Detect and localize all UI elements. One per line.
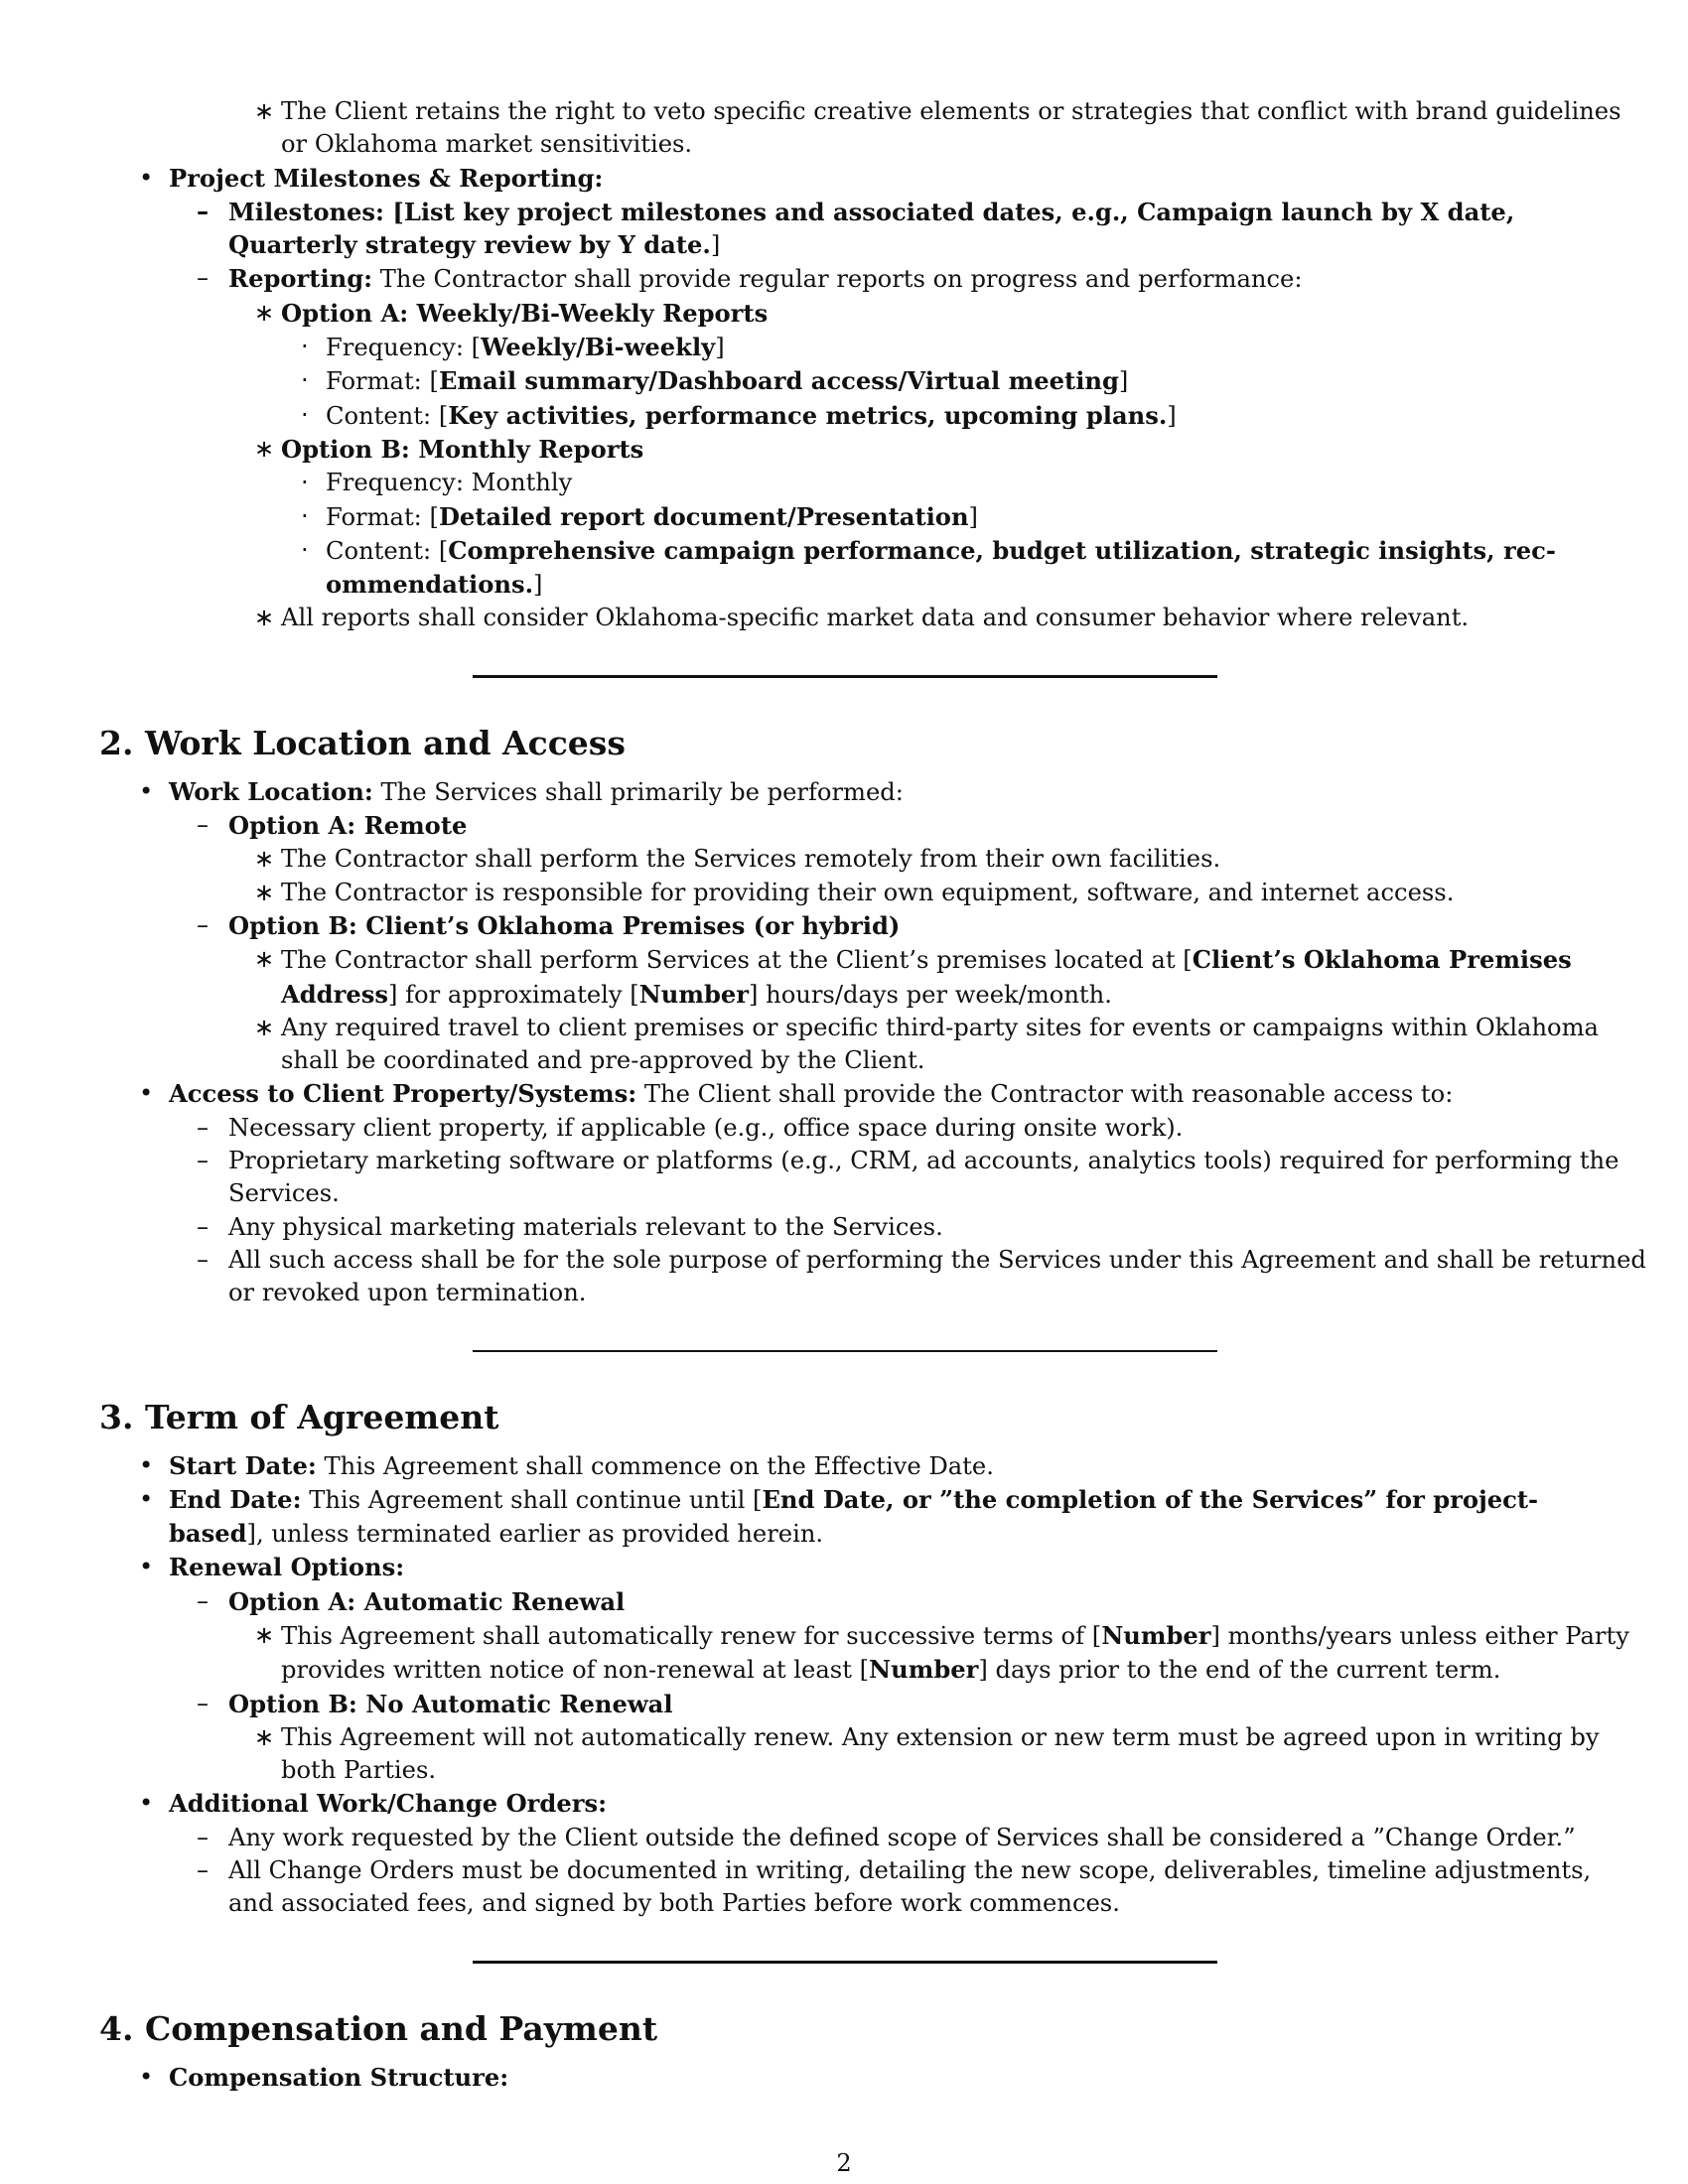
text: Any required travel to client premises or specific third-party sites for events or campaigns within Oklahoma: [281, 1013, 1599, 1041]
star-marker: ∗: [254, 97, 275, 125]
star-marker: ∗: [254, 298, 275, 327]
text: The Client shall provide the Contractor with reasonable access to:: [636, 1080, 1454, 1109]
dash-marker: –: [197, 197, 210, 225]
text: or revoked upon termination.: [228, 1279, 587, 1307]
dash-marker: –: [197, 1113, 210, 1142]
item-label: Additional Work/Change Orders:: [169, 1789, 608, 1819]
text: Content: [: [326, 401, 449, 430]
list-item: [99, 909, 1591, 943]
option-title: Option A: Automatic Renewal: [228, 1586, 626, 1616]
text: Format: [: [326, 502, 439, 531]
item-label: Milestones:: [228, 197, 384, 226]
text: shall be coordinated and pre-approved by the Client.: [281, 1046, 925, 1075]
item-label: Start Date:: [169, 1450, 317, 1480]
star-marker: ∗: [254, 434, 275, 463]
text: based: [169, 1519, 247, 1549]
text: The Services shall primarily be performed:: [372, 777, 904, 806]
list-item-continuation: [99, 1277, 1591, 1309]
dot-marker: ·: [301, 366, 309, 395]
text: or Oklahoma market sensitivities.: [281, 130, 693, 159]
list-item: [99, 1585, 1591, 1619]
text: Any work requested by the Client outside the defined scope of Services shall be considered a ”Change Order.”: [228, 1823, 1576, 1851]
text: The Contractor is responsible for providing their own equipment, software, and internet access.: [281, 878, 1455, 906]
text: All reports shall consider Oklahoma-specific market data and consumer behavior where relevant.: [281, 604, 1470, 632]
list-item: [99, 1483, 1591, 1517]
star-marker: ∗: [254, 604, 275, 632]
text: Frequency: Monthly: [326, 469, 573, 497]
text: Number: [1101, 1620, 1211, 1650]
text: Quarterly strategy review by Y date.: [228, 230, 711, 260]
bullet-marker: •: [139, 776, 154, 805]
dash-marker: –: [197, 1823, 210, 1851]
list-item: [99, 809, 1591, 843]
list-item: [99, 500, 1591, 534]
list-item: [99, 2061, 1591, 2095]
list-item: [99, 331, 1591, 364]
text: Format: [: [326, 367, 439, 396]
text: Number: [869, 1655, 979, 1685]
text: Key activities, performance metrics, upcoming plans.: [448, 400, 1168, 430]
dot-marker: ·: [301, 333, 309, 361]
text: Address: [281, 979, 388, 1009]
item-label: End Date:: [169, 1484, 302, 1514]
item-label: Reporting:: [228, 264, 373, 294]
text: The Client retains the right to veto specific creative elements or strategies that conflict with brand guidelines: [281, 97, 1621, 125]
list-item: [99, 1211, 1591, 1244]
page-number: 2: [836, 2149, 852, 2177]
section-title: Work Location and Access: [145, 723, 626, 762]
option-title: Option A: Weekly/Bi-Weekly Reports: [281, 298, 769, 328]
dash-marker: –: [197, 1147, 210, 1175]
text: both Parties.: [281, 1756, 437, 1785]
dash-marker: –: [197, 811, 210, 840]
star-marker: ∗: [254, 1620, 275, 1649]
bullet-marker: •: [139, 1553, 154, 1581]
list-item-continuation: [99, 1653, 1591, 1687]
item-label: Access to Client Property/Systems:: [169, 1079, 637, 1109]
list-item: [99, 534, 1591, 568]
item-label: Compensation Structure:: [169, 2062, 509, 2092]
section-title: Compensation and Payment: [145, 2008, 658, 2048]
dash-marker: –: [197, 264, 210, 293]
section-title: Term of Agreement: [145, 1397, 499, 1436]
bullet-marker: •: [139, 163, 154, 192]
text: and associated fees, and signed by both Parties before work commences.: [228, 1889, 1120, 1918]
bullet-marker: •: [139, 2062, 154, 2091]
star-marker: ∗: [254, 1722, 275, 1751]
bullet-marker: •: [139, 1789, 154, 1818]
text: This Agreement shall commence on the Effective Date.: [316, 1451, 994, 1480]
text: Comprehensive campaign performance, budget utilization, strategic insights, rec-: [448, 535, 1556, 565]
text: ] months/years unless either Party: [1210, 1621, 1629, 1650]
text: Weekly/Bi-weekly: [481, 333, 716, 362]
dash-marker: –: [197, 1856, 210, 1885]
list-item: [99, 775, 1591, 809]
dash-marker: –: [197, 1212, 210, 1241]
list-item: [99, 1619, 1629, 1653]
item-label: Project Milestones & Reporting:: [169, 163, 604, 193]
document-body: [99, 95, 1646, 2095]
text: Necessary client property, if applicable (e.g., office space during onsite work).: [228, 1113, 1184, 1142]
text: Services.: [228, 1179, 340, 1208]
list-item: [99, 843, 1591, 876]
list-item: [99, 1854, 1591, 1887]
text: ]: [533, 571, 543, 600]
list-item: [99, 364, 1591, 398]
list-item: [99, 1244, 1646, 1277]
star-marker: ∗: [254, 945, 275, 974]
text: The Contractor shall perform Services at the Client’s premises located at [: [281, 946, 1193, 975]
text: ]: [1167, 401, 1177, 430]
list-item-continuation: [99, 128, 1591, 161]
list-item: [99, 1077, 1591, 1111]
list-item: [99, 399, 1591, 433]
list-item: [99, 1787, 1591, 1821]
text: ]: [710, 231, 721, 260]
text: This Agreement shall automatically renew for successive terms of [: [281, 1621, 1102, 1650]
text: Number: [638, 979, 750, 1009]
list-item-continuation: [99, 1517, 1591, 1551]
star-marker: ∗: [254, 1013, 275, 1041]
bullet-marker: •: [139, 1450, 154, 1479]
text: ] hours/days per week/month.: [749, 980, 1112, 1009]
dash-marker: –: [197, 910, 210, 939]
text: Email summary/Dashboard access/Virtual meeting: [438, 366, 1119, 396]
section-heading: [99, 2009, 1591, 2049]
list-item: [99, 1112, 1591, 1145]
text: ommendations.: [326, 570, 533, 600]
text: Any physical marketing materials relevant to the Services.: [228, 1212, 943, 1241]
list-item: [99, 943, 1591, 977]
list-item: [99, 1721, 1600, 1754]
text: ] days prior to the end of the current term.: [978, 1656, 1501, 1685]
text: End Date, or ”the completion of the Services” for project-: [762, 1484, 1539, 1514]
list-item: [99, 1688, 1591, 1721]
bullet-marker: •: [139, 1079, 154, 1108]
dot-marker: ·: [301, 501, 309, 530]
text: All Change Orders must be documented in writing, detailing the new scope, deliverables, timeline adjustments,: [228, 1856, 1592, 1885]
text: provides written notice of non-renewal at least [: [281, 1656, 870, 1685]
list-item: [99, 1012, 1599, 1044]
text: [List key project milestones and associated dates, e.g., Campaign launch by X date,: [383, 197, 1515, 226]
list-item-continuation: [99, 978, 1591, 1012]
option-title: Option B: No Automatic Renewal: [228, 1689, 673, 1718]
section-number: 3.: [99, 1397, 134, 1436]
list-item: [99, 196, 1591, 228]
list-item: [99, 467, 1591, 499]
list-item: [99, 162, 1591, 196]
list-item: [99, 1551, 1591, 1584]
list-item-continuation: [99, 1177, 1591, 1210]
list-item: [99, 95, 1621, 128]
list-item: [99, 602, 1591, 634]
dash-marker: –: [197, 1689, 210, 1717]
section-heading: [99, 724, 1591, 763]
list-item-continuation: [99, 568, 1591, 602]
text: This Agreement will not automatically renew. Any extension or new term must be agreed upon in writing by: [281, 1722, 1600, 1751]
list-item: [99, 433, 1591, 467]
item-label: Work Location:: [169, 776, 373, 806]
text: ]: [1118, 367, 1129, 396]
dash-marker: –: [197, 1586, 210, 1615]
star-marker: ∗: [254, 878, 275, 906]
list-item: [99, 262, 1591, 296]
text: Content: [: [326, 536, 449, 565]
text: Detailed report document/Presentation: [438, 501, 969, 531]
list-item: [99, 1145, 1619, 1177]
option-title: Option B: Client’s Oklahoma Premises (or hybrid): [228, 910, 901, 940]
list-item: [99, 297, 1591, 331]
list-item: [99, 877, 1591, 909]
section-number: 2.: [99, 723, 134, 762]
text: Client’s Oklahoma Premises: [1192, 945, 1572, 975]
list-item: [99, 1449, 1591, 1483]
text: ]: [715, 334, 725, 362]
text: ] for approximately [: [387, 980, 639, 1009]
dot-marker: ·: [301, 400, 309, 429]
text: ], unless terminated earlier as provided herein.: [246, 1520, 824, 1549]
section-number: 4.: [99, 2008, 134, 2048]
dash-marker: –: [197, 1245, 210, 1274]
dot-marker: ·: [301, 469, 309, 497]
list-item-continuation: [99, 228, 1591, 262]
dot-marker: ·: [301, 535, 309, 564]
option-title: Option B: Monthly Reports: [281, 434, 644, 464]
text: Proprietary marketing software or platforms (e.g., CRM, ad accounts, analytics tools) required for performing the: [228, 1147, 1619, 1175]
option-title: Option A: Remote: [228, 811, 468, 841]
text: The Contractor shall provide regular reports on progress and performance:: [372, 265, 1303, 294]
list-item-continuation: [99, 1754, 1591, 1787]
star-marker: ∗: [254, 845, 275, 874]
list-item-continuation: [99, 1887, 1591, 1920]
text: Frequency: [: [326, 334, 482, 362]
list-item-continuation: [99, 1044, 1591, 1077]
bullet-marker: •: [139, 1484, 154, 1513]
text: The Contractor shall perform the Services remotely from their own facilities.: [281, 845, 1221, 874]
text: All such access shall be for the sole purpose of performing the Services under this Agreement and shall be returned: [228, 1245, 1646, 1274]
list-item: [99, 1822, 1591, 1854]
text: ]: [968, 502, 978, 531]
item-label: Renewal Options:: [169, 1553, 405, 1582]
text: This Agreement shall continue until [: [301, 1485, 763, 1514]
section-heading: [99, 1398, 1591, 1437]
